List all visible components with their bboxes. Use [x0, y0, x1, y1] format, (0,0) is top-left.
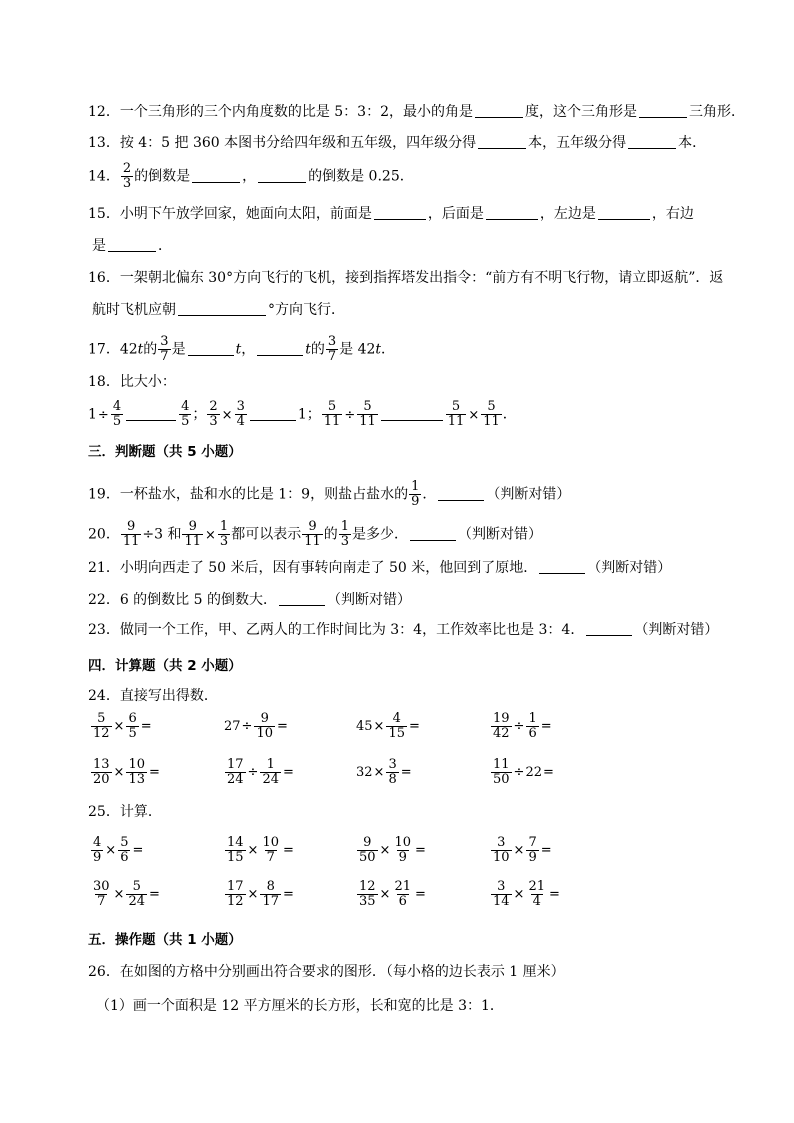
- calc-expression: [224, 758, 295, 787]
- q18-title: 18．比大小：: [88, 374, 176, 390]
- fraction-numerator: 8: [266, 879, 275, 894]
- fraction-denominator: 6: [120, 850, 129, 865]
- fraction: [491, 712, 512, 741]
- q19-text-a: 19．一杯盐水，盐和水的比是 1：9，则盐占盐水的: [88, 486, 409, 503]
- fraction-numerator: 1: [219, 519, 229, 534]
- calc-expression: [90, 880, 161, 909]
- fraction-denominator: 9: [398, 850, 407, 865]
- equals-sign: =: [283, 765, 294, 780]
- question-26: [88, 962, 565, 982]
- calc-expression: [356, 880, 427, 909]
- fraction: [357, 400, 378, 429]
- q15-text-e: 是: [92, 238, 106, 254]
- question-15-line-2: [92, 236, 172, 256]
- question-19: [88, 480, 570, 509]
- fraction-denominator: 11: [447, 414, 465, 429]
- q22-text: 22．6 的倒数比 5 的倒数大．: [88, 592, 277, 608]
- fraction-numerator: 4: [93, 835, 102, 850]
- fraction-denominator: 50: [493, 772, 510, 787]
- fraction-denominator: 9: [411, 494, 420, 509]
- fraction-numerator: 3: [327, 334, 337, 349]
- fraction-numerator: 1: [266, 757, 275, 772]
- fraction-numerator: 1: [340, 519, 350, 534]
- calc-expression: [90, 836, 144, 865]
- fraction: [526, 880, 547, 909]
- fraction-denominator: 11: [323, 414, 341, 429]
- answer-blank[interactable]: [381, 406, 443, 421]
- times-operator: ×: [513, 887, 525, 902]
- times-operator: ×: [105, 843, 117, 858]
- fraction-numerator: 10: [394, 835, 411, 850]
- fraction: [225, 758, 246, 787]
- fraction: [126, 880, 147, 909]
- fraction: [357, 880, 378, 909]
- divide-operator: ÷: [97, 407, 109, 423]
- question-15-line-1: [88, 204, 694, 224]
- q17-de: 的: [143, 341, 158, 358]
- question-12: [88, 102, 745, 122]
- equals-sign: =: [149, 887, 160, 902]
- fraction-numerator: 9: [260, 711, 269, 726]
- fraction-numerator: 4: [392, 711, 401, 726]
- fraction: [392, 836, 413, 865]
- variable-t: t: [375, 341, 382, 358]
- fraction: [182, 520, 203, 549]
- fraction-numerator: 3: [388, 757, 397, 772]
- fraction-denominator: 5: [112, 414, 122, 429]
- fraction-numerator: 4: [181, 399, 190, 414]
- question-20: [88, 520, 542, 549]
- fraction: [526, 836, 538, 865]
- q12-text-b: 度，这个三角形是: [525, 104, 637, 120]
- q17-prefix: 17．42: [88, 341, 138, 358]
- fraction: [260, 880, 281, 909]
- q20-tail: 是多少．: [352, 526, 409, 543]
- q13-text-a: 13．按 4：5 把 360 本图书分给四年级和五年级，四年级分得: [88, 135, 477, 151]
- fraction: [386, 758, 398, 787]
- fraction: [526, 712, 538, 741]
- fraction-denominator: 15: [388, 726, 405, 741]
- fraction-denominator: 6: [528, 726, 537, 741]
- q17-end: ．: [381, 341, 396, 358]
- fraction-denominator: 17: [262, 894, 279, 909]
- fraction-denominator: 11: [304, 534, 321, 549]
- q14-text-a: 的倒数是: [134, 168, 191, 185]
- times-operator: ×: [468, 407, 480, 423]
- answer-blank[interactable]: [598, 205, 650, 220]
- times-operator: ×: [247, 843, 259, 858]
- q13-text-c: 本．: [678, 135, 707, 151]
- fraction-numerator: 3: [497, 835, 506, 850]
- fraction-denominator: 11: [483, 414, 500, 429]
- question-14: [88, 162, 414, 191]
- operand: 27: [224, 719, 241, 734]
- equals-sign: =: [140, 719, 152, 734]
- fraction: [302, 520, 323, 549]
- fraction-numerator: 4: [112, 399, 122, 414]
- fraction-denominator: 10: [256, 726, 273, 741]
- separator: ；: [192, 406, 207, 423]
- q12-text-a: 12．一个三角形的三个内角度数的比是 5：3：2，最小的角是: [88, 104, 473, 120]
- answer-blank[interactable]: [257, 341, 303, 356]
- q17-de: 的: [310, 341, 325, 358]
- q14-text-c: 的倒数是 0.25．: [308, 168, 414, 185]
- fraction-numerator: 6: [128, 711, 137, 726]
- fraction: [446, 400, 467, 429]
- divide-operator: ÷: [247, 765, 259, 780]
- fraction: [179, 400, 191, 429]
- question-21: [88, 558, 671, 578]
- calc-expression: [490, 758, 555, 787]
- fraction-numerator: 5: [451, 399, 461, 414]
- question-23: [88, 620, 718, 640]
- fraction-denominator: 42: [493, 726, 510, 741]
- judge-hint: （判断对错）: [486, 486, 571, 503]
- fraction-numerator: 10: [128, 757, 145, 772]
- answer-blank[interactable]: [410, 526, 456, 541]
- fraction: [91, 880, 112, 909]
- fraction-denominator: 5: [181, 414, 190, 429]
- times-operator: ×: [373, 765, 385, 780]
- question-16-line-2: [92, 300, 345, 320]
- q15-text-c: ，左边是: [539, 206, 596, 222]
- fraction: [126, 758, 147, 787]
- equals-sign: =: [277, 719, 288, 734]
- calc-expression: [490, 712, 553, 741]
- equals-sign: =: [149, 765, 160, 780]
- fraction-numerator: 12: [359, 879, 376, 894]
- fraction: [91, 836, 103, 865]
- times-operator: ×: [113, 887, 125, 902]
- question-24-title: [88, 686, 218, 706]
- equals-sign: =: [283, 843, 294, 858]
- q17-shi: 是: [171, 341, 186, 358]
- calc-expression: [356, 712, 421, 741]
- fraction-denominator: 3: [219, 534, 229, 549]
- fraction-numerator: 3: [236, 399, 245, 414]
- fraction-denominator: 7: [266, 850, 275, 865]
- answer-blank[interactable]: [478, 134, 526, 149]
- judge-hint: （判断对错）: [587, 560, 672, 576]
- question-22: [88, 590, 411, 610]
- operand: 1: [88, 406, 97, 423]
- q17-comma: ，: [241, 341, 256, 358]
- divide-operator: ÷: [344, 407, 356, 423]
- fraction-denominator: 9: [528, 850, 537, 865]
- fraction: [260, 836, 281, 865]
- fraction-numerator: 17: [227, 879, 244, 894]
- equals-sign: =: [540, 719, 552, 734]
- fraction-numerator: 30: [93, 879, 110, 894]
- fraction: [91, 712, 112, 741]
- operand: 1: [297, 406, 307, 423]
- fraction-numerator: 21: [394, 879, 411, 894]
- q14-prefix: 14．: [88, 168, 120, 185]
- fraction: [126, 712, 138, 741]
- fraction-numerator: 3: [497, 879, 506, 894]
- q26-sub1: （1）画一个面积是 12 平方厘米的长方形，长和宽的比是 3：1．: [96, 998, 504, 1014]
- fraction-denominator: 24: [262, 772, 279, 787]
- q24-title: 24．直接写出得数．: [88, 688, 218, 704]
- fraction-numerator: 5: [132, 879, 141, 894]
- fraction-denominator: 3: [340, 534, 350, 549]
- calc-expression: [224, 880, 295, 909]
- fraction-numerator: 9: [126, 519, 136, 534]
- fraction: [322, 400, 343, 429]
- section-5-heading: 五．操作题（共 1 小题）: [88, 932, 242, 948]
- answer-blank[interactable]: [475, 103, 523, 118]
- fraction-numerator: 9: [188, 519, 197, 534]
- q21-text: 21．小明向西走了 50 米后，因有事转向南走了 50 米，他回到了原地．: [88, 560, 538, 576]
- fraction: [491, 758, 512, 787]
- answer-blank[interactable]: [178, 301, 266, 316]
- variable-t: t: [235, 341, 242, 358]
- fraction: [260, 758, 281, 787]
- answer-blank[interactable]: [192, 168, 240, 183]
- q14-text-b: ，: [242, 168, 257, 185]
- fraction-denominator: 11: [122, 534, 140, 549]
- fraction-numerator: 5: [97, 711, 106, 726]
- fraction-numerator: 5: [327, 399, 337, 414]
- q20-prefix: 20．: [88, 526, 120, 543]
- q26-text: 26．在如图的方格中分别画出符合要求的图形．（每小格的边长表示 1 厘米）: [88, 964, 565, 980]
- q18-end: ．: [502, 406, 517, 423]
- fraction-denominator: 14: [493, 894, 510, 909]
- fraction: [386, 712, 407, 741]
- fraction-numerator: 5: [120, 835, 129, 850]
- times-operator: ×: [379, 887, 391, 902]
- fraction-numerator: 9: [308, 519, 317, 534]
- fraction-numerator: 7: [528, 835, 537, 850]
- times-operator: ×: [247, 887, 259, 902]
- equals-sign: =: [415, 843, 426, 858]
- question-18-title: [88, 372, 176, 392]
- divide-operator: ÷: [241, 719, 253, 734]
- section-4-heading: 四．计算题（共 2 小题）: [88, 658, 242, 674]
- equals-sign: =: [132, 843, 144, 858]
- operand: 32: [356, 765, 373, 780]
- times-operator: ×: [513, 843, 525, 858]
- times-operator: ×: [221, 407, 233, 423]
- equals-sign: =: [409, 719, 420, 734]
- fraction-denominator: 11: [359, 414, 376, 429]
- fraction-denominator: 5: [128, 726, 137, 741]
- answer-blank[interactable]: [108, 237, 156, 252]
- fraction: [491, 880, 512, 909]
- fraction: [121, 162, 133, 191]
- question-13: [88, 133, 706, 153]
- calc-expression: [356, 758, 413, 787]
- fraction-denominator: 15: [227, 850, 244, 865]
- fraction: [254, 712, 275, 741]
- question-26-sub-1: [96, 996, 504, 1016]
- q20-div3: ÷3 和: [142, 526, 182, 543]
- fraction: [481, 400, 502, 429]
- q17-shi42: 是 42: [339, 341, 376, 358]
- fraction-denominator: 4: [236, 414, 245, 429]
- q15-text-d: ，右边: [651, 206, 694, 222]
- divide-operator: ÷: [513, 719, 525, 734]
- question-18-expressions: [88, 400, 517, 429]
- fraction-numerator: 17: [227, 757, 244, 772]
- fraction-denominator: 6: [398, 894, 407, 909]
- fraction-denominator: 35: [359, 894, 376, 909]
- fraction-numerator: 5: [487, 399, 496, 414]
- fraction: [326, 335, 338, 364]
- fraction-denominator: 3: [209, 414, 218, 429]
- fraction-numerator: 3: [160, 334, 169, 349]
- fraction: [158, 335, 170, 364]
- answer-blank[interactable]: [539, 559, 585, 574]
- fraction-denominator: 20: [93, 772, 110, 787]
- calc-expression: [490, 880, 561, 909]
- equals-sign: =: [400, 765, 412, 780]
- fraction-denominator: 12: [93, 726, 110, 741]
- calc-expression: [490, 836, 553, 865]
- calc-expression: [224, 712, 289, 741]
- judge-hint: （判断对错）: [634, 622, 719, 638]
- q15-text-b: ，后面是: [427, 206, 484, 222]
- fraction-numerator: 5: [363, 399, 372, 414]
- equals-sign: =: [543, 765, 554, 780]
- fraction: [207, 400, 219, 429]
- fraction-denominator: 24: [128, 894, 145, 909]
- times-operator: ×: [373, 719, 385, 734]
- fraction: [91, 758, 112, 787]
- fraction: [235, 400, 247, 429]
- fraction-denominator: 4: [532, 894, 541, 909]
- fraction-denominator: 24: [227, 772, 244, 787]
- times-operator: ×: [113, 719, 125, 734]
- q15-text-f: ．: [158, 238, 172, 254]
- fraction: [491, 836, 512, 865]
- fraction: [111, 400, 123, 429]
- fraction-denominator: 7: [97, 894, 106, 909]
- fraction-numerator: 1: [411, 479, 420, 494]
- fraction: [225, 836, 246, 865]
- separator: ；: [306, 406, 321, 423]
- judge-hint: （判断对错）: [326, 592, 411, 608]
- answer-blank[interactable]: [188, 341, 234, 356]
- variable-t: t: [305, 341, 311, 358]
- fraction: [118, 836, 130, 865]
- fraction-denominator: 12: [227, 894, 244, 909]
- fraction-numerator: 11: [493, 757, 510, 772]
- fraction-denominator: 13: [128, 772, 145, 787]
- answer-blank[interactable]: [586, 621, 632, 636]
- question-25-title: [88, 802, 162, 822]
- fraction-numerator: 19: [493, 711, 510, 726]
- answer-blank[interactable]: [250, 406, 296, 421]
- times-operator: ×: [113, 765, 125, 780]
- q16-text-c: °方向飞行．: [268, 302, 345, 318]
- fraction: [121, 520, 142, 549]
- answer-blank[interactable]: [639, 103, 687, 118]
- q12-text-c: 三角形．: [689, 104, 745, 120]
- answer-blank[interactable]: [628, 134, 676, 149]
- fraction-numerator: 9: [363, 835, 372, 850]
- equals-sign: =: [415, 887, 426, 902]
- q13-text-b: 本，五年级分得: [528, 135, 627, 151]
- equals-sign: =: [540, 843, 552, 858]
- answer-blank[interactable]: [374, 205, 426, 220]
- times-operator: ×: [379, 843, 391, 858]
- fraction-denominator: 10: [493, 850, 510, 865]
- variable-t: t: [137, 341, 144, 358]
- fraction-numerator: 2: [122, 161, 132, 176]
- calc-expression: [224, 836, 295, 865]
- fraction-numerator: 2: [209, 399, 218, 414]
- fraction: [339, 520, 351, 549]
- fraction: [409, 480, 421, 509]
- fraction-denominator: 11: [184, 534, 202, 549]
- fraction-numerator: 13: [93, 757, 110, 772]
- answer-blank[interactable]: [126, 406, 176, 421]
- fraction-numerator: 10: [262, 835, 279, 850]
- fraction-denominator: 8: [388, 772, 397, 787]
- fraction-denominator: 7: [327, 349, 337, 364]
- fraction: [392, 880, 413, 909]
- times-operator: ×: [205, 527, 216, 543]
- answer-blank[interactable]: [438, 486, 484, 501]
- operand: 22: [525, 765, 542, 780]
- fraction-numerator: 21: [528, 879, 545, 894]
- calc-expression: [90, 712, 153, 741]
- q25-title: 25．计算．: [88, 804, 162, 820]
- fraction-denominator: 9: [93, 850, 102, 865]
- divide-operator: ÷: [513, 765, 525, 780]
- fraction-numerator: 1: [528, 711, 537, 726]
- fraction-denominator: 3: [122, 176, 132, 191]
- answer-blank[interactable]: [279, 591, 325, 606]
- fraction: [357, 836, 378, 865]
- q20-mid: 都可以表示: [231, 526, 302, 543]
- calc-expression: [90, 758, 161, 787]
- judge-hint: （判断对错）: [458, 526, 543, 543]
- fraction-denominator: 50: [359, 850, 376, 865]
- answer-blank[interactable]: [486, 205, 538, 220]
- q16-text-b: 航时飞机应朝: [92, 302, 176, 318]
- q19-text-b: ．: [422, 486, 437, 503]
- fraction-denominator: 7: [160, 349, 169, 364]
- equals-sign: =: [549, 887, 560, 902]
- calc-expression: [356, 836, 427, 865]
- q20-de: 的: [323, 526, 338, 543]
- operand: 45: [356, 719, 373, 734]
- section-3-heading: 三．判断题（共 5 小题）: [88, 444, 242, 460]
- fraction-numerator: 14: [227, 835, 244, 850]
- question-17: [88, 335, 395, 364]
- question-16-line-1: [88, 268, 723, 288]
- equals-sign: =: [283, 887, 294, 902]
- q23-text: 23．做同一个工作，甲、乙两人的工作时间比为 3：4，工作效率比也是 3：4．: [88, 622, 585, 638]
- answer-blank[interactable]: [258, 168, 306, 183]
- q15-text-a: 15．小明下午放学回家，她面向太阳，前面是: [88, 206, 372, 222]
- fraction: [218, 520, 230, 549]
- q16-text-a: 16．一架朝北偏东 30°方向飞行的飞机，接到指挥塔发出指令：“前方有不明飞行物，请立即返航”．返: [88, 270, 724, 286]
- fraction: [225, 880, 246, 909]
